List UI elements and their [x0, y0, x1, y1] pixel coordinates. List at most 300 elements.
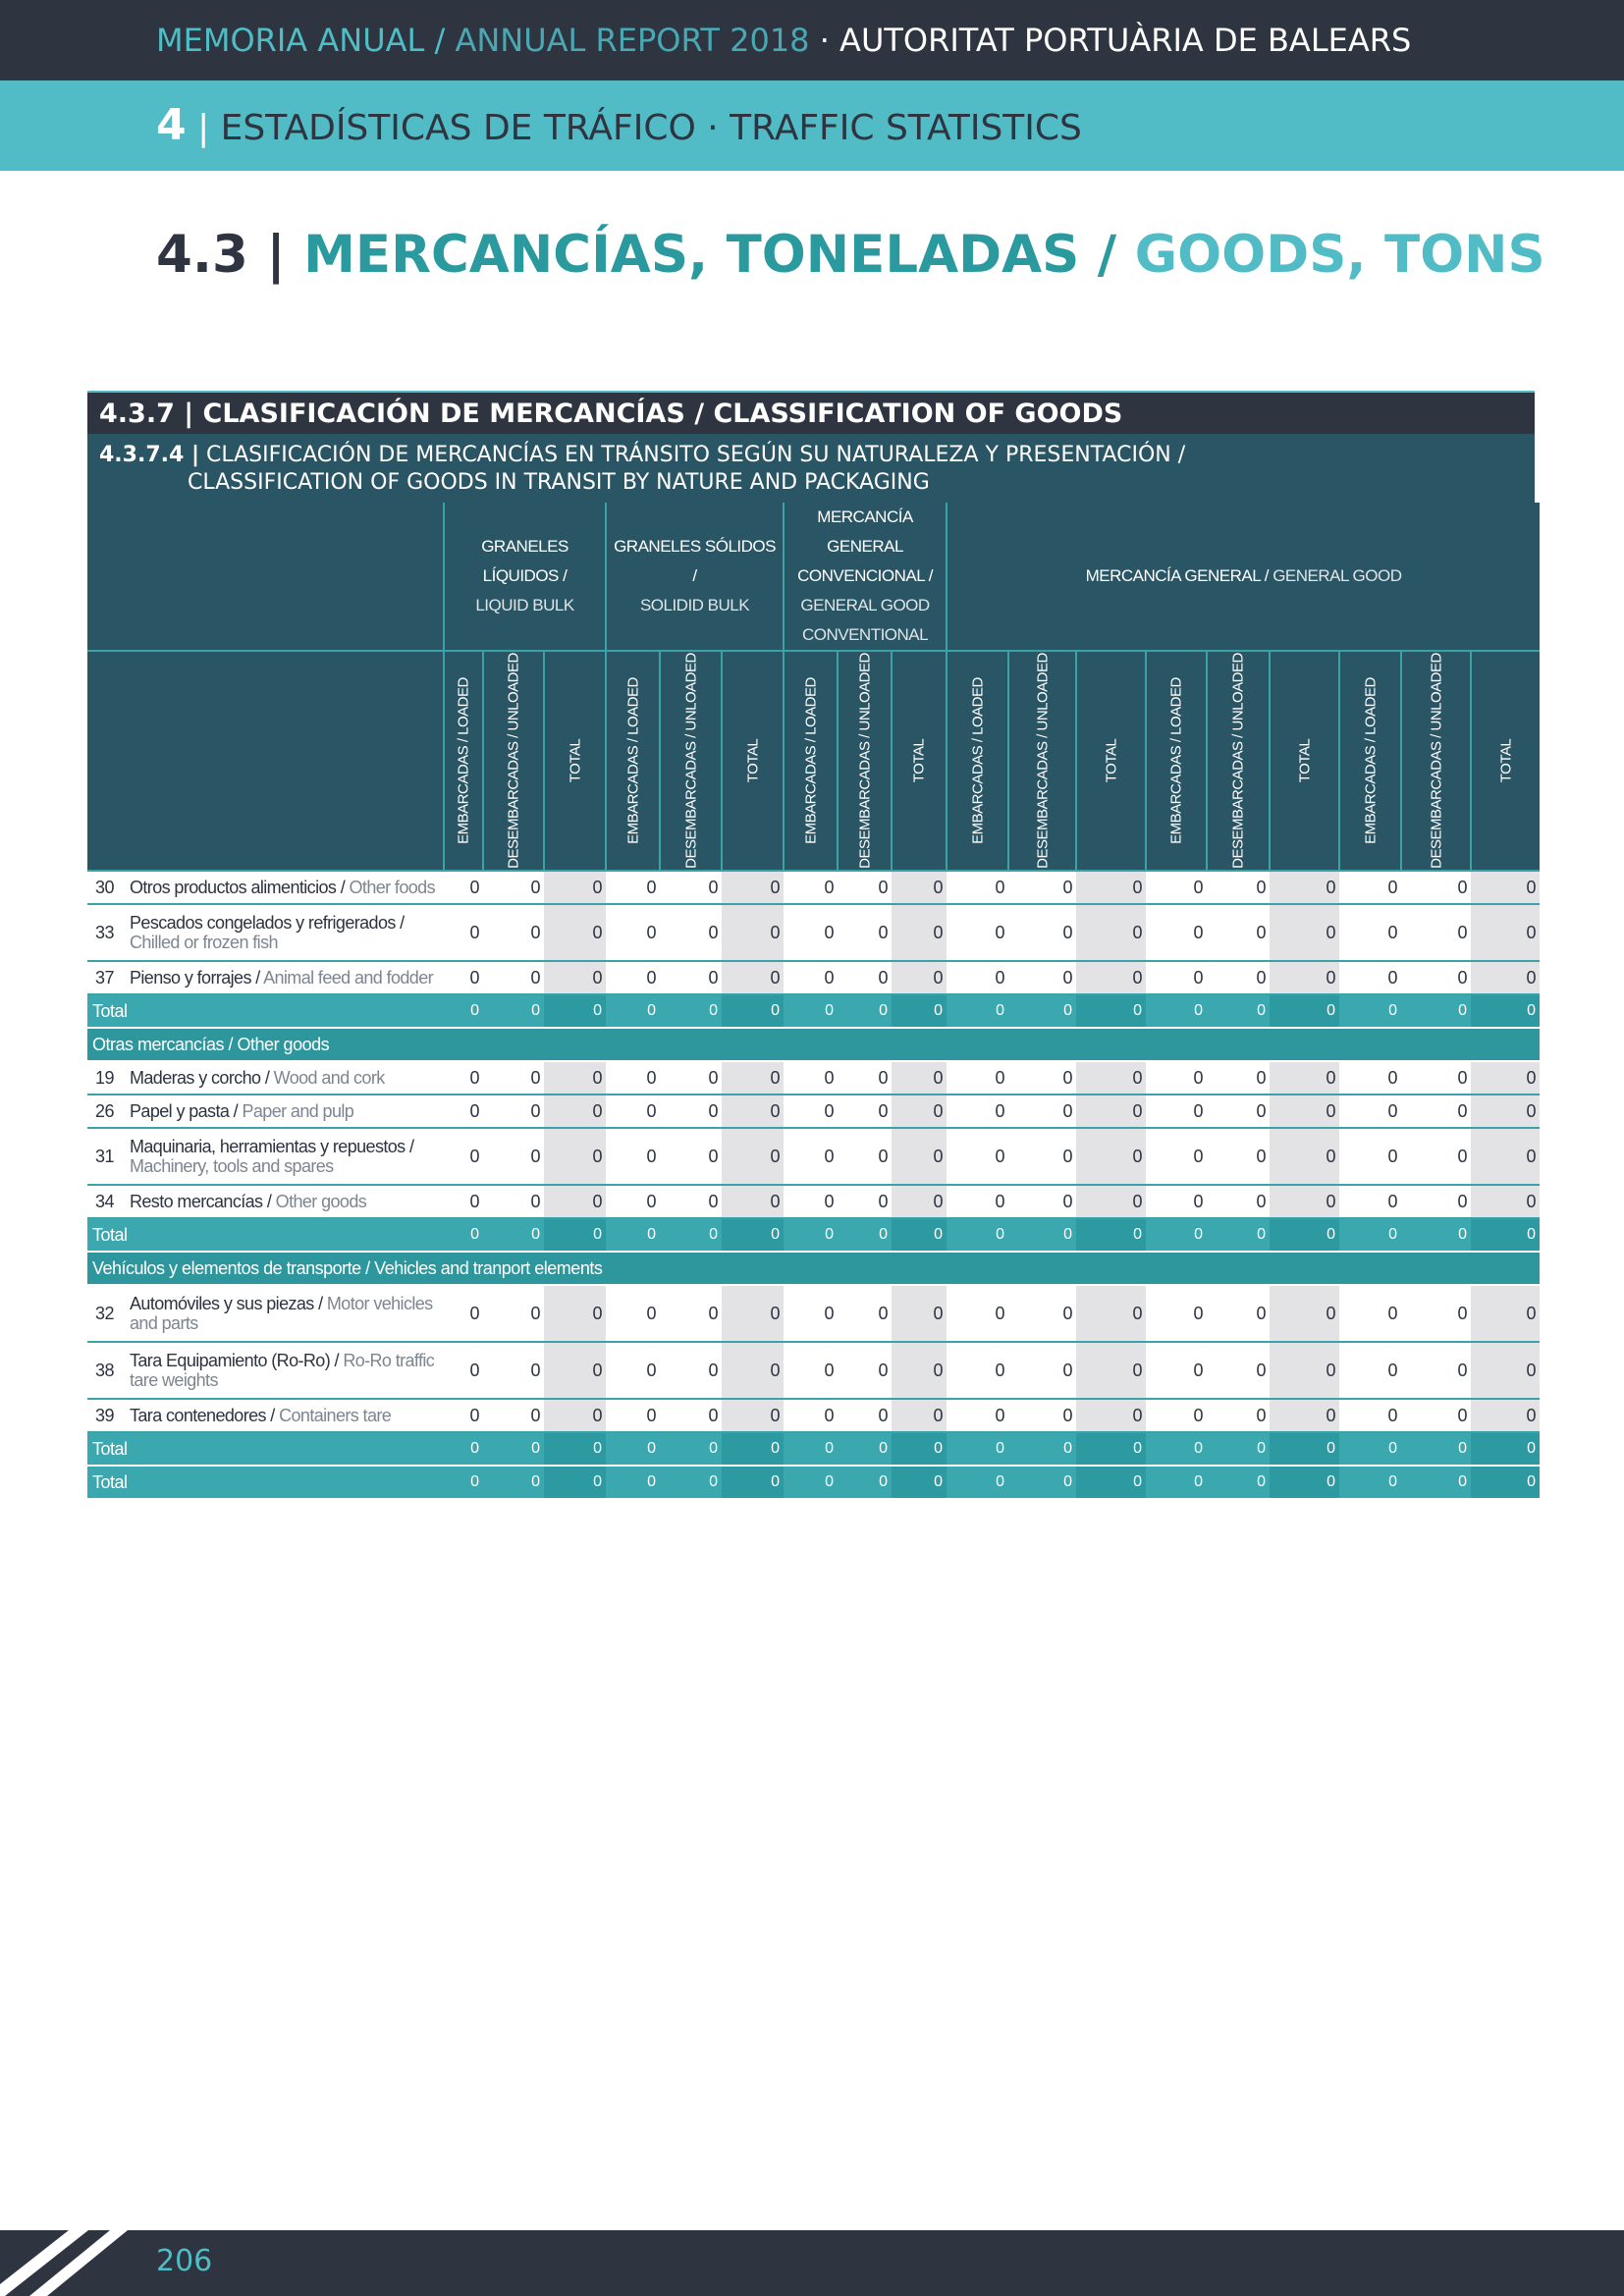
category-row-vehicles — [87, 1252, 1540, 1285]
group-header-general-conventional — [784, 503, 947, 651]
row-value: 0 — [722, 871, 784, 904]
row-value: 0 — [444, 1285, 483, 1342]
total-value: 0 — [838, 1432, 892, 1466]
row-value: 0 — [947, 1061, 1008, 1095]
total-value: 0 — [444, 1432, 483, 1466]
group-header-row — [87, 503, 1540, 651]
row-value: 0 — [892, 1342, 947, 1399]
row-value: 0 — [1471, 1185, 1540, 1218]
row-value: 0 — [1076, 1399, 1146, 1432]
row-value: 0 — [947, 1185, 1008, 1218]
row-value: 0 — [483, 1342, 544, 1399]
group-header-label-en: GENERAL GOOD CONVENTIONAL — [800, 596, 930, 644]
row-name — [122, 1285, 444, 1342]
total-label: Total — [87, 1466, 444, 1499]
row-value: 0 — [606, 1185, 660, 1218]
chapter-separator: | — [197, 108, 210, 148]
sub-header-label: DESEMBARCADAS / UNLOADED — [505, 653, 522, 869]
row-name — [122, 1128, 444, 1185]
row-value: 0 — [1008, 1128, 1076, 1185]
row-value: 0 — [1207, 1285, 1270, 1342]
total-value: 0 — [1008, 1466, 1076, 1499]
total-value: 0 — [838, 1466, 892, 1499]
row-name-en: Wood and cork — [273, 1067, 385, 1088]
group-header-label-en: GENERAL GOOD — [1272, 566, 1402, 585]
chapter-band — [0, 80, 1624, 171]
group-header-general-good — [947, 503, 1540, 651]
total-value: 0 — [660, 1432, 722, 1466]
row-value: 0 — [1207, 1095, 1270, 1128]
total-value: 0 — [1076, 1218, 1146, 1252]
total-value: 0 — [1401, 1432, 1471, 1466]
row-value: 0 — [1146, 1285, 1207, 1342]
sub-header-label: TOTAL — [1103, 738, 1120, 783]
row-value: 0 — [1008, 1095, 1076, 1128]
total-value: 0 — [784, 994, 838, 1028]
sub-header-label: TOTAL — [1296, 738, 1314, 783]
sub-header-label: EMBARCADAS / LOADED — [969, 677, 987, 844]
row-name — [122, 1342, 444, 1399]
row-value: 0 — [1076, 961, 1146, 994]
row-value: 0 — [1270, 1095, 1339, 1128]
row-value: 0 — [1076, 1185, 1146, 1218]
total-value: 0 — [1339, 1218, 1401, 1252]
row-value: 0 — [1207, 871, 1270, 904]
table-subtitle-line2: CLASSIFICATION OF GOODS IN TRANSIT BY NATURE AND PACKAGING — [188, 470, 930, 495]
header-authority: AUTORITAT PORTUÀRIA DE BALEARS — [839, 22, 1412, 59]
row-value: 0 — [444, 871, 483, 904]
row-name-es: Otros productos alimenticios / — [130, 877, 346, 897]
row-value: 0 — [1471, 1061, 1540, 1095]
row-value: 0 — [722, 1399, 784, 1432]
row-value: 0 — [1471, 1095, 1540, 1128]
total-value: 0 — [660, 1466, 722, 1499]
row-name-en: Chilled or frozen fish — [130, 933, 278, 952]
row-name-en: Containers tare — [279, 1405, 392, 1425]
total-value: 0 — [544, 1432, 606, 1466]
row-value: 0 — [660, 1061, 722, 1095]
row-value: 0 — [838, 1285, 892, 1342]
row-value: 0 — [483, 1128, 544, 1185]
total-label: Total — [87, 1432, 444, 1466]
row-value: 0 — [606, 1399, 660, 1432]
row-value: 0 — [544, 1399, 606, 1432]
row-value: 0 — [1076, 1128, 1146, 1185]
total-value: 0 — [892, 1466, 947, 1499]
row-name-en: Other goods — [275, 1191, 367, 1211]
row-value: 0 — [722, 961, 784, 994]
row-value: 0 — [838, 1185, 892, 1218]
row-value: 0 — [1207, 1342, 1270, 1399]
row-value: 0 — [1270, 1061, 1339, 1095]
total-value: 0 — [660, 1218, 722, 1252]
row-value: 0 — [1339, 1185, 1401, 1218]
category-label: Vehículos y elementos de transporte / Vehicles and tranport elements — [87, 1252, 1540, 1285]
table-subtitle-line1: CLASIFICACIÓN DE MERCANCÍAS EN TRÁNSITO SEGÚN SU NATURALEZA Y PRESENTACIÓN / — [206, 443, 1186, 467]
group-header-solid-bulk — [606, 503, 784, 651]
row-value: 0 — [1008, 1185, 1076, 1218]
section-title — [156, 224, 1545, 287]
total-value: 0 — [1008, 1432, 1076, 1466]
row-value: 0 — [784, 1128, 838, 1185]
row-value: 0 — [1008, 871, 1076, 904]
row-value: 0 — [660, 1285, 722, 1342]
row-name-en: Motor vehicles and parts — [130, 1294, 433, 1333]
sub-header-label: TOTAL — [567, 738, 583, 783]
row-value: 0 — [722, 1128, 784, 1185]
row-value: 0 — [1339, 1128, 1401, 1185]
table-subtitle — [87, 434, 1535, 503]
chapter-line — [156, 100, 1082, 150]
row-name-es: Maquinaria, herramientas y repuestos / — [130, 1137, 414, 1156]
row-value: 0 — [1339, 1399, 1401, 1432]
total-value: 0 — [1207, 1432, 1270, 1466]
row-value: 0 — [660, 1128, 722, 1185]
row-value: 0 — [1146, 904, 1207, 961]
row-value: 0 — [838, 1342, 892, 1399]
total-value: 0 — [1339, 1466, 1401, 1499]
row-name-es: Maderas y corcho / — [130, 1067, 270, 1088]
row-value: 0 — [1207, 904, 1270, 961]
total-label: Total — [87, 994, 444, 1028]
row-value: 0 — [606, 961, 660, 994]
row-value: 0 — [947, 904, 1008, 961]
row-value: 0 — [892, 1285, 947, 1342]
total-value: 0 — [444, 994, 483, 1028]
row-value: 0 — [1401, 871, 1471, 904]
total-value: 0 — [1339, 1432, 1401, 1466]
row-value: 0 — [1146, 1185, 1207, 1218]
sub-header-unloaded — [838, 651, 892, 871]
sub-header-total — [544, 651, 606, 871]
row-value: 0 — [784, 961, 838, 994]
sub-header-label: EMBARCADAS / LOADED — [802, 677, 820, 844]
row-value: 0 — [606, 1095, 660, 1128]
sub-header-loaded — [1146, 651, 1207, 871]
row-value: 0 — [544, 1095, 606, 1128]
row-name — [122, 1185, 444, 1218]
total-value: 0 — [483, 1466, 544, 1499]
row-value: 0 — [444, 1128, 483, 1185]
sub-header-unloaded — [1207, 651, 1270, 871]
row-value: 0 — [660, 1185, 722, 1218]
page-number: 206 — [156, 2244, 213, 2278]
sub-header-label: EMBARCADAS / LOADED — [455, 677, 472, 844]
group-header-empty — [87, 503, 444, 651]
row-value: 0 — [1076, 871, 1146, 904]
row-value: 0 — [544, 1185, 606, 1218]
total-value: 0 — [1270, 994, 1339, 1028]
row-value: 0 — [838, 1061, 892, 1095]
row-name — [122, 961, 444, 994]
category-row-other-goods — [87, 1028, 1540, 1061]
row-value: 0 — [660, 904, 722, 961]
total-value: 0 — [1270, 1466, 1339, 1499]
row-value: 0 — [483, 1061, 544, 1095]
row-value: 0 — [947, 871, 1008, 904]
total-value: 0 — [483, 1218, 544, 1252]
row-value: 0 — [892, 904, 947, 961]
total-value: 0 — [1401, 994, 1471, 1028]
row-value: 0 — [544, 871, 606, 904]
group-header-label-es: MERCANCÍA GENERAL CONVENCIONAL / — [797, 507, 933, 585]
row-value: 0 — [1471, 904, 1540, 961]
row-value: 0 — [660, 961, 722, 994]
total-value: 0 — [544, 1218, 606, 1252]
row-name — [122, 1095, 444, 1128]
row-value: 0 — [606, 1285, 660, 1342]
sub-header-label: DESEMBARCADAS / UNLOADED — [856, 653, 874, 869]
row-value: 0 — [1339, 961, 1401, 994]
group-header-label-es: GRANELES LÍQUIDOS / — [481, 537, 568, 585]
section-title-es: MERCANCÍAS, TONELADAS / — [303, 225, 1117, 285]
row-value: 0 — [722, 1342, 784, 1399]
row-value: 0 — [1270, 1285, 1339, 1342]
row-value: 0 — [1146, 1061, 1207, 1095]
sub-header-label: DESEMBARCADAS / UNLOADED — [682, 653, 700, 869]
report-header-band — [0, 0, 1624, 80]
table-row — [87, 1095, 1540, 1128]
sub-header-unloaded — [483, 651, 544, 871]
total-value: 0 — [544, 994, 606, 1028]
row-value: 0 — [444, 1061, 483, 1095]
row-value: 0 — [1270, 904, 1339, 961]
sub-header-label: EMBARCADAS / LOADED — [1167, 677, 1185, 844]
total-row — [87, 994, 1540, 1028]
row-name-en: Other foods — [349, 877, 435, 897]
row-code: 37 — [87, 961, 122, 994]
total-value: 0 — [606, 994, 660, 1028]
row-value: 0 — [606, 904, 660, 961]
row-value: 0 — [483, 904, 544, 961]
total-value: 0 — [483, 994, 544, 1028]
row-value: 0 — [1146, 871, 1207, 904]
total-value: 0 — [1401, 1218, 1471, 1252]
row-value: 0 — [1146, 961, 1207, 994]
row-value: 0 — [1339, 871, 1401, 904]
row-value: 0 — [1008, 961, 1076, 994]
row-value: 0 — [1339, 1285, 1401, 1342]
header-annual-report: ANNUAL REPORT 2018 — [455, 22, 810, 59]
row-value: 0 — [1270, 1342, 1339, 1399]
row-value: 0 — [660, 1095, 722, 1128]
sub-header-loaded — [1339, 651, 1401, 871]
sub-header-label: EMBARCADAS / LOADED — [1362, 677, 1380, 844]
row-value: 0 — [1207, 1399, 1270, 1432]
row-name-es: Papel y pasta / — [130, 1100, 239, 1121]
row-value: 0 — [1207, 961, 1270, 994]
row-value: 0 — [1270, 1399, 1339, 1432]
table-row — [87, 1185, 1540, 1218]
row-value: 0 — [1207, 1061, 1270, 1095]
row-value: 0 — [1401, 904, 1471, 961]
row-code: 39 — [87, 1399, 122, 1432]
section-title-en: GOODS, TONS — [1134, 225, 1545, 285]
row-value: 0 — [947, 1399, 1008, 1432]
total-value: 0 — [1207, 1218, 1270, 1252]
row-value: 0 — [1471, 1399, 1540, 1432]
total-value: 0 — [1471, 1432, 1540, 1466]
total-value: 0 — [784, 1218, 838, 1252]
row-name — [122, 1061, 444, 1095]
total-value: 0 — [1270, 1218, 1339, 1252]
sub-header-label: DESEMBARCADAS / UNLOADED — [1229, 653, 1247, 869]
row-value: 0 — [606, 1342, 660, 1399]
row-value: 0 — [1471, 871, 1540, 904]
row-value: 0 — [544, 904, 606, 961]
row-value: 0 — [1146, 1128, 1207, 1185]
sub-header-label: DESEMBARCADAS / UNLOADED — [1428, 653, 1445, 869]
row-value: 0 — [1008, 1399, 1076, 1432]
row-value: 0 — [892, 871, 947, 904]
total-value: 0 — [947, 994, 1008, 1028]
row-value: 0 — [1401, 1185, 1471, 1218]
total-value: 0 — [784, 1466, 838, 1499]
table-row — [87, 1128, 1540, 1185]
table-row — [87, 1399, 1540, 1432]
total-value: 0 — [838, 994, 892, 1028]
group-header-label-es: GRANELES SÓLIDOS / — [614, 537, 776, 585]
row-name-es: Pienso y forrajes / — [130, 967, 260, 988]
total-value: 0 — [722, 1466, 784, 1499]
row-value: 0 — [1339, 904, 1401, 961]
row-value: 0 — [606, 1128, 660, 1185]
total-value: 0 — [444, 1218, 483, 1252]
total-value: 0 — [606, 1466, 660, 1499]
row-value: 0 — [1471, 1128, 1540, 1185]
sub-header-unloaded — [1008, 651, 1076, 871]
row-value: 0 — [1401, 1128, 1471, 1185]
total-value: 0 — [1471, 1218, 1540, 1252]
data-table — [87, 503, 1540, 1500]
sub-header-total — [1076, 651, 1146, 871]
total-row — [87, 1218, 1540, 1252]
row-value: 0 — [947, 1285, 1008, 1342]
row-value: 0 — [1270, 1185, 1339, 1218]
row-value: 0 — [483, 1185, 544, 1218]
row-value: 0 — [444, 904, 483, 961]
row-value: 0 — [444, 1095, 483, 1128]
total-value: 0 — [892, 1432, 947, 1466]
row-value: 0 — [544, 1128, 606, 1185]
goods-classification-table — [87, 391, 1535, 1500]
total-value: 0 — [722, 1218, 784, 1252]
table-row — [87, 1342, 1540, 1399]
row-value: 0 — [1401, 1095, 1471, 1128]
chapter-title-es: ESTADÍSTICAS DE TRÁFICO · — [220, 108, 719, 148]
row-name-es: Tara contenedores / — [130, 1405, 275, 1425]
row-value: 0 — [784, 1095, 838, 1128]
table-row — [87, 961, 1540, 994]
total-value: 0 — [1076, 1466, 1146, 1499]
footer-stripe-decoration — [0, 2230, 137, 2296]
row-value: 0 — [784, 1285, 838, 1342]
row-value: 0 — [784, 1342, 838, 1399]
row-value: 0 — [892, 961, 947, 994]
total-value: 0 — [1146, 994, 1207, 1028]
total-value: 0 — [606, 1218, 660, 1252]
row-value: 0 — [838, 961, 892, 994]
row-value: 0 — [1146, 1095, 1207, 1128]
row-value: 0 — [947, 961, 1008, 994]
row-name-en: Machinery, tools and spares — [130, 1156, 334, 1176]
row-value: 0 — [483, 961, 544, 994]
row-value: 0 — [660, 1342, 722, 1399]
row-name — [122, 1399, 444, 1432]
row-value: 0 — [444, 1342, 483, 1399]
row-value: 0 — [1207, 1185, 1270, 1218]
row-value: 0 — [947, 1128, 1008, 1185]
row-value: 0 — [660, 1399, 722, 1432]
table-row — [87, 904, 1540, 961]
row-value: 0 — [784, 1061, 838, 1095]
total-value: 0 — [1146, 1218, 1207, 1252]
row-value: 0 — [947, 1342, 1008, 1399]
row-value: 0 — [1471, 961, 1540, 994]
row-value: 0 — [1146, 1342, 1207, 1399]
total-label: Total — [87, 1218, 444, 1252]
row-value: 0 — [838, 1128, 892, 1185]
total-value: 0 — [892, 994, 947, 1028]
total-value: 0 — [1471, 1466, 1540, 1499]
sub-header-total — [892, 651, 947, 871]
sub-header-label: TOTAL — [744, 738, 762, 783]
header-separator: · — [819, 22, 830, 59]
sub-header-total — [1471, 651, 1540, 871]
row-value: 0 — [1207, 1128, 1270, 1185]
row-value: 0 — [838, 1399, 892, 1432]
total-value: 0 — [1270, 1432, 1339, 1466]
row-code: 19 — [87, 1061, 122, 1095]
row-name — [122, 871, 444, 904]
row-code: 38 — [87, 1342, 122, 1399]
row-value: 0 — [444, 1185, 483, 1218]
row-name-en: Ro-Ro traffic tare weights — [130, 1351, 435, 1390]
row-value: 0 — [544, 1061, 606, 1095]
row-code: 26 — [87, 1095, 122, 1128]
row-value: 0 — [544, 1342, 606, 1399]
sub-header-total — [1270, 651, 1339, 871]
row-value: 0 — [1008, 1061, 1076, 1095]
row-name-es: Tara Equipamiento (Ro-Ro) / — [130, 1351, 339, 1370]
row-value: 0 — [483, 871, 544, 904]
row-value: 0 — [1401, 1285, 1471, 1342]
row-value: 0 — [483, 1285, 544, 1342]
row-value: 0 — [1076, 1095, 1146, 1128]
table-row — [87, 871, 1540, 904]
table-subtitle-code: 4.3.7.4 | — [99, 443, 199, 467]
row-value: 0 — [1008, 904, 1076, 961]
total-value: 0 — [947, 1432, 1008, 1466]
total-value: 0 — [892, 1218, 947, 1252]
sub-header-unloaded — [1401, 651, 1471, 871]
row-name-es: Resto mercancías / — [130, 1191, 272, 1211]
row-value: 0 — [1076, 1342, 1146, 1399]
row-value: 0 — [1076, 1285, 1146, 1342]
row-value: 0 — [722, 1095, 784, 1128]
total-value: 0 — [1076, 1432, 1146, 1466]
total-value: 0 — [722, 994, 784, 1028]
row-value: 0 — [544, 1285, 606, 1342]
row-value: 0 — [892, 1399, 947, 1432]
sub-header-empty — [87, 651, 444, 871]
total-value: 0 — [1008, 994, 1076, 1028]
row-value: 0 — [483, 1399, 544, 1432]
row-value: 0 — [722, 1061, 784, 1095]
row-value: 0 — [606, 871, 660, 904]
row-value: 0 — [1008, 1342, 1076, 1399]
table-row — [87, 1285, 1540, 1342]
